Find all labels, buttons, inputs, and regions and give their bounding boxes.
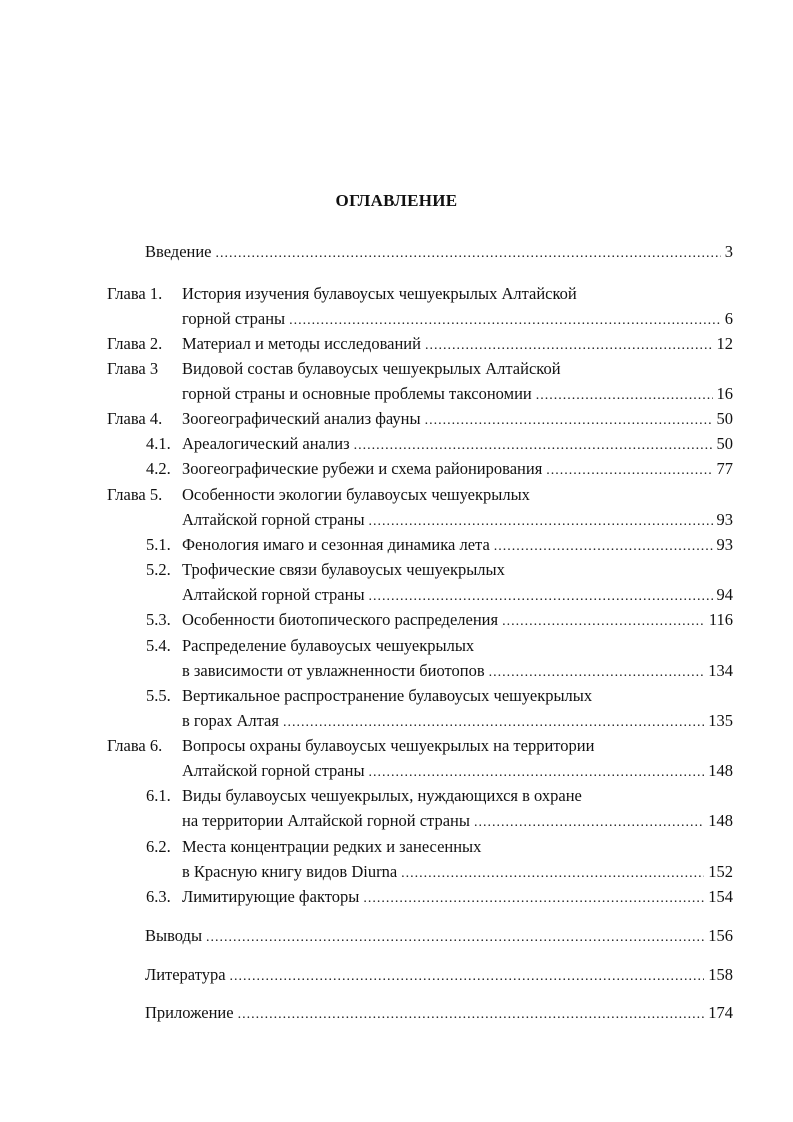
toc-entry-text-continued: в Красную книгу видов Diurna: [182, 862, 398, 881]
toc-entry-text-continued: Алтайской горной страны: [182, 761, 365, 780]
leader-dots: [238, 1004, 705, 1026]
toc-entry-section-5-2[interactable]: [146, 559, 733, 581]
toc-entry-conclusions[interactable]: [145, 925, 733, 947]
leader-dots: [216, 243, 721, 265]
toc-entry-section-6-2[interactable]: [146, 836, 733, 858]
toc-page-number: 50: [716, 434, 733, 453]
toc-entry-section-5-4-cont[interactable]: [182, 660, 733, 682]
leader-dots: [494, 536, 713, 558]
toc-entry-section-5-5-cont[interactable]: [182, 710, 733, 732]
toc-entry-text: Зоогеографические рубежи и схема районирования: [182, 459, 543, 478]
toc-entry-text: Вертикальное распространение булавоусых чешуекрылых: [182, 686, 593, 705]
leader-dots: [363, 888, 704, 910]
toc-page-number: 148: [708, 811, 733, 830]
leader-dots: [369, 762, 705, 784]
toc-entry-section-6-1-cont[interactable]: [182, 810, 733, 832]
toc-page-number: 116: [708, 610, 733, 629]
toc-entry-section-4-2[interactable]: [146, 458, 733, 480]
toc-entry-text: Лимитирующие факторы: [182, 887, 360, 906]
toc-entry-label: Глава 5.: [107, 485, 163, 504]
toc-entry-references[interactable]: [145, 964, 733, 986]
toc-entry-text: Ареалогический анализ: [182, 434, 350, 453]
toc-entry-chapter-3[interactable]: [107, 358, 733, 380]
toc-entry-label: Глава 2.: [107, 334, 163, 353]
toc-entry-text: Приложение: [145, 1003, 234, 1022]
leader-dots: [425, 335, 713, 357]
leader-dots: [401, 863, 704, 885]
toc-entry-label: Глава 4.: [107, 409, 163, 428]
toc-page-number: 152: [708, 862, 733, 881]
toc-entry-section-5-4[interactable]: [146, 635, 733, 657]
toc-entry-text: Вопросы охраны булавоусых чешуекрылых на территории: [182, 736, 595, 755]
toc-entry-label: 5.2.: [146, 560, 171, 579]
toc-entry-text-continued: на территории Алтайской горной страны: [182, 811, 470, 830]
toc-entry-text: Фенология имаго и сезонная динамика лета: [182, 535, 490, 554]
toc-entry-text: Видовой состав булавоусых чешуекрылых Алтайской: [182, 359, 561, 378]
toc-page-number: 50: [716, 409, 733, 428]
toc-entry-label: 6.2.: [146, 837, 171, 856]
toc-entry-text: Литература: [145, 965, 226, 984]
toc-entry-label: 6.3.: [146, 887, 171, 906]
toc-page-number: 94: [716, 585, 733, 604]
toc-entry-chapter-1-cont[interactable]: [182, 308, 733, 330]
toc-entry-label: 4.1.: [146, 434, 171, 453]
toc-entry-text: Трофические связи булавоусых чешуекрылых: [182, 560, 505, 579]
toc-entry-text-continued: Алтайской горной страны: [182, 585, 365, 604]
toc-entry-chapter-6[interactable]: [107, 735, 733, 757]
leader-dots: [489, 662, 705, 684]
toc-entry-label: 6.1.: [146, 786, 171, 805]
toc-entry-text: Зоогеографический анализ фауны: [182, 409, 421, 428]
toc-entry-section-4-1[interactable]: [146, 433, 733, 455]
toc-entry-text: Особенности экологии булавоусых чешуекрылых: [182, 485, 530, 504]
toc-entry-text-continued: в зависимости от увлажненности биотопов: [182, 661, 485, 680]
toc-page-number: 135: [708, 711, 733, 730]
toc-page-number: 3: [724, 242, 733, 261]
toc-page-number: 16: [716, 384, 733, 403]
page-title: ОГЛАВЛЕНИЕ: [335, 191, 458, 210]
toc-entry-chapter-1[interactable]: [107, 283, 733, 305]
toc-entry-label: 4.2.: [146, 459, 171, 478]
toc-entry-label: Глава 1.: [107, 284, 163, 303]
toc-entry-text: Виды булавоусых чешуекрылых, нуждающихся в охране: [182, 786, 582, 805]
toc-page-number: 6: [724, 309, 733, 328]
toc-entry-text-continued: Алтайской горной страны: [182, 510, 365, 529]
toc-page-number: 174: [708, 1003, 733, 1022]
toc-entry-section-5-3[interactable]: [146, 609, 733, 631]
toc-entry-text: Особенности биотопического распределения: [182, 610, 499, 629]
leader-dots: [206, 927, 704, 949]
toc-page-number: 12: [716, 334, 733, 353]
toc-entry-label: 5.1.: [146, 535, 171, 554]
toc-entry-chapter-6-cont[interactable]: [182, 760, 733, 782]
toc-entry-chapter-4[interactable]: [107, 408, 733, 430]
toc-page-number: 93: [716, 510, 733, 529]
leader-dots: [369, 586, 713, 608]
toc-page-number: 154: [708, 887, 733, 906]
toc-entry-text-continued: в горах Алтая: [182, 711, 279, 730]
toc-entry-section-6-2-cont[interactable]: [182, 861, 733, 883]
toc-entry-label: 5.3.: [146, 610, 171, 629]
toc-page-number: 148: [708, 761, 733, 780]
toc-entry-chapter-5-cont[interactable]: [182, 509, 733, 531]
toc-entry-label: 5.4.: [146, 636, 171, 655]
toc-entry-introduction[interactable]: [145, 241, 733, 263]
toc-entry-text: История изучения булавоусых чешуекрылых Алтайской: [182, 284, 577, 303]
leader-dots: [289, 310, 721, 332]
toc-page-number: 93: [716, 535, 733, 554]
toc-page-number: 77: [716, 459, 733, 478]
toc-page-number: 158: [708, 965, 733, 984]
toc-entry-text: Материал и методы исследований: [182, 334, 421, 353]
leader-dots: [283, 712, 704, 734]
leader-dots: [230, 966, 705, 988]
toc-entry-text: Распределение булавоусых чешуекрылых: [182, 636, 475, 655]
toc-entry-label: Глава 3: [107, 359, 159, 378]
toc-entry-label: Глава 6.: [107, 736, 163, 755]
toc-entry-section-5-1[interactable]: [146, 534, 733, 556]
toc-page-number: 134: [708, 661, 733, 680]
toc-entry-chapter-3-cont[interactable]: [182, 383, 733, 405]
toc-entry-chapter-5[interactable]: [107, 484, 733, 506]
toc-entry-section-6-3[interactable]: [146, 886, 733, 908]
toc-entry-section-5-5[interactable]: [146, 685, 733, 707]
toc-entry-text: Выводы: [145, 926, 203, 945]
leader-dots: [474, 812, 704, 834]
leader-dots: [502, 611, 705, 633]
leader-dots: [546, 460, 712, 482]
leader-dots: [536, 385, 713, 407]
toc-page-number: 156: [708, 926, 733, 945]
toc-entry-text: Места концентрации редких и занесенных: [182, 837, 482, 856]
toc-entry-label: 5.5.: [146, 686, 171, 705]
leader-dots: [425, 410, 713, 432]
leader-dots: [369, 511, 713, 533]
toc-entry-section-6-1[interactable]: [146, 785, 733, 807]
toc-entry-text-continued: горной страны и основные проблемы таксономии: [182, 384, 532, 403]
toc-entry-chapter-2[interactable]: [107, 333, 733, 355]
toc-entry-appendix[interactable]: [145, 1002, 733, 1024]
toc-entry-text-continued: горной страны: [182, 309, 286, 328]
toc-entry-text: Введение: [145, 242, 212, 261]
toc-entry-section-5-2-cont[interactable]: [182, 584, 733, 606]
leader-dots: [354, 435, 713, 457]
